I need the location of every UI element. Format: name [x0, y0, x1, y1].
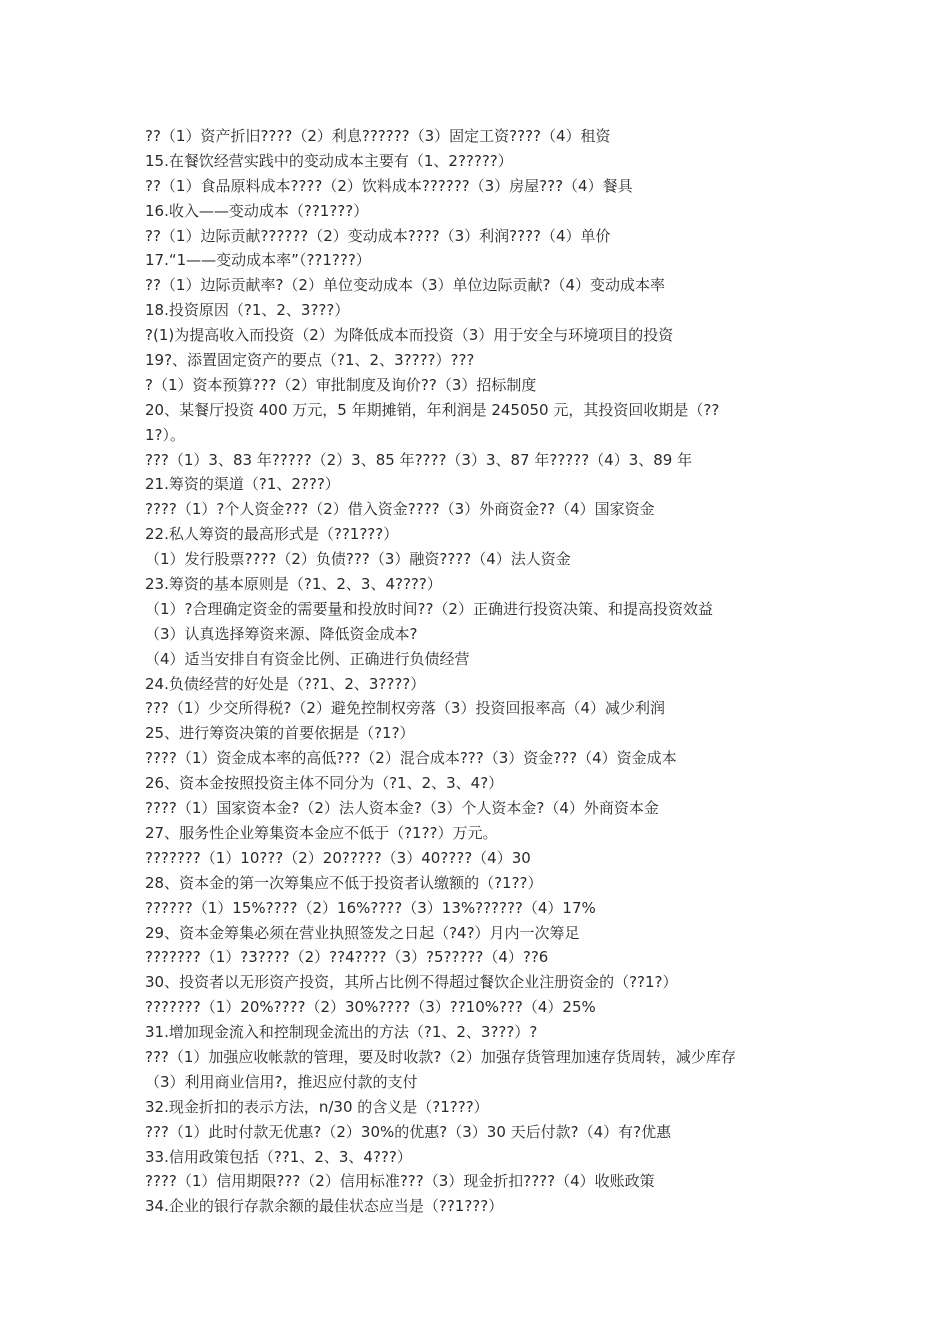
question-line: 21.筹资的渠道（?1、2???） [145, 475, 340, 494]
options-line: ??????（1）15%????（2）16%????（3）13%??????（4）17% [145, 898, 596, 917]
options-line: ??（1）边际贡献率?（2）单位变动成本（3）单位边际贡献?（4）变动成本率 [145, 276, 666, 295]
question-line: 29、资本金筹集必须在营业执照签发之日起（?4?）月内一次筹足 [145, 923, 580, 942]
options-line: （4）适当安排自有资金比例、正确进行负债经营 [145, 649, 470, 668]
options-line: ???（1）此时付款无优惠?（2）30%的优惠?（3）30 天后付款?（4）有?优惠 [145, 1122, 672, 1141]
options-line: （3）利用商业信用?，推迟应付款的支付 [145, 1072, 418, 1091]
document-body [145, 124, 815, 1219]
options-line: ????（1）资金成本率的高低???（2）混合成本???（3）资金???（4）资金成本 [145, 749, 677, 768]
question-line: 15.在餐饮经营实践中的变动成本主要有（1、2?????） [145, 151, 513, 170]
question-line: 19?、添置固定资产的要点（?1、2、3????）??? [145, 351, 475, 370]
question-line: 26、资本金按照投资主体不同分为（?1、2、3、4?） [145, 774, 504, 793]
question-line: 22.私人筹资的最高形式是（??1???） [145, 525, 399, 544]
options-line: （1）?合理确定资金的需要量和投放时间??（2）正确进行投资决策、和提高投资效益 [145, 599, 713, 618]
options-line: ????（1）国家资本金?（2）法人资本金?（3）个人资本金?（4）外商资本金 [145, 799, 659, 818]
options-line: ??（1）边际贡献??????（2）变动成本????（3）利润????（4）单价 [145, 226, 611, 245]
question-line-continuation: 1?）。 [145, 425, 186, 444]
text-line: ??（1）资产折旧????（2）利息??????（3）固定工资????（4）租资 [145, 127, 611, 145]
question-line: 33.信用政策包括（??1、2、3、4???） [145, 1147, 412, 1166]
options-line: ????（1）?个人资金???（2）借入资金????（3）外商资金??（4）国家资金 [145, 500, 655, 519]
question-line: 27、服务性企业筹集资本金应不低于（?1??）万元。 [145, 823, 498, 842]
question-line: 34.企业的银行存款余额的最佳状态应当是（??1???） [145, 1197, 504, 1216]
options-line: ??（1）食品原料成本????（2）饮料成本??????（3）房屋???（4）餐具 [145, 176, 633, 195]
options-line: ???????（1）20%????（2）30%????（3）??10%???（4）25% [145, 998, 596, 1017]
question-line: 23.筹资的基本原则是（?1、2、3、4????） [145, 575, 442, 594]
question-line: 30、投资者以无形资产投资，其所占比例不得超过餐饮企业注册资金的（??1?） [145, 973, 678, 992]
options-line: （3）认真选择筹资来源、降低资金成本? [145, 624, 418, 643]
question-line: 32.现金折扣的表示方法，n/30 的含义是（?1???） [145, 1097, 489, 1116]
options-line: ???????（1）10???（2）20?????（3）40????（4）30 [145, 848, 531, 867]
options-line: （1）发行股票????（2）负债???（3）融资????（4）法人资金 [145, 550, 571, 569]
options-line: ?(1)为提高收入而投资（2）为降低成本而投资（3）用于安全与环境项目的投资 [145, 326, 674, 345]
options-line: ???????（1）?3????（2）??4????（3）?5?????（4）??6 [145, 948, 549, 967]
question-line: 16.收入——变动成本（??1???） [145, 201, 369, 220]
question-line: 17.“1——变动成本率”（??1???） [145, 251, 371, 270]
options-line: ???（1）3、83 年?????（2）3、85 年????（3）3、87 年?????（4）3、89 年 [145, 450, 693, 469]
options-line: ?（1）资本预算???（2）审批制度及询价??（3）招标制度 [145, 375, 537, 394]
question-line: 25、进行筹资决策的首要依据是（?1?） [145, 724, 415, 743]
question-line: 24.负债经营的好处是（??1、2、3????） [145, 674, 426, 693]
options-line: ???（1）少交所得税?（2）避免控制权旁落（3）投资回报率高（4）减少利润 [145, 699, 666, 718]
question-line: 28、资本金的第一次筹集应不低于投资者认缴额的（?1??） [145, 873, 543, 892]
question-line: 18.投资原因（?1、2、3???） [145, 301, 350, 320]
options-line: ???（1）加强应收帐款的管理，要及时收款?（2）加强存货管理加速存货周转，减少库存 [145, 1047, 736, 1066]
options-line: ????（1）信用期限???（2）信用标准???（3）现金折扣????（4）收账政策 [145, 1172, 655, 1191]
question-line: 31.增加现金流入和控制现金流出的方法（?1、2、3???）? [145, 1023, 538, 1042]
question-line: 20、某餐厅投资 400 万元，5 年期摊销，年利润是 245050 元，其投资回收期是（?? [145, 400, 720, 419]
